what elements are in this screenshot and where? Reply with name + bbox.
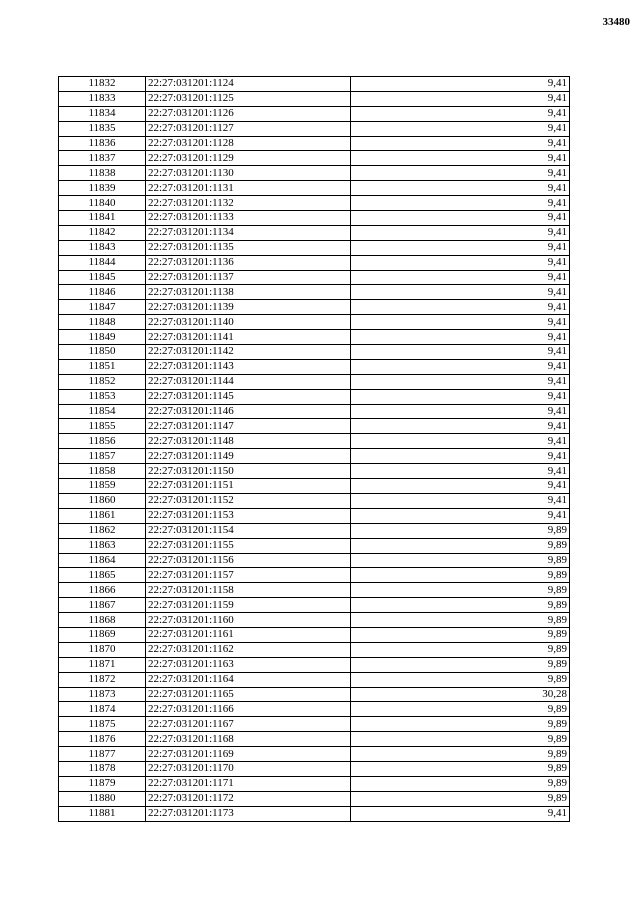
value-cell: 9,41 (351, 181, 570, 196)
row-number-cell: 11859 (59, 479, 146, 494)
cadastral-number-cell: 22:27:031201:1151 (146, 479, 351, 494)
cadastral-number-cell: 22:27:031201:1145 (146, 389, 351, 404)
cadastral-number-cell: 22:27:031201:1149 (146, 449, 351, 464)
row-number-cell: 11871 (59, 657, 146, 672)
cadastral-table (58, 76, 570, 822)
value-cell: 9,41 (351, 479, 570, 494)
row-number-cell: 11834 (59, 106, 146, 121)
cadastral-number-cell: 22:27:031201:1159 (146, 598, 351, 613)
row-number-cell: 11874 (59, 702, 146, 717)
cadastral-number-cell: 22:27:031201:1172 (146, 791, 351, 806)
row-number-cell: 11851 (59, 359, 146, 374)
row-number-cell: 11879 (59, 776, 146, 791)
value-cell: 9,41 (351, 493, 570, 508)
cadastral-number-cell: 22:27:031201:1126 (146, 106, 351, 121)
table-row (59, 77, 570, 92)
row-number-cell: 11839 (59, 181, 146, 196)
table-row (59, 508, 570, 523)
value-cell: 9,89 (351, 538, 570, 553)
cadastral-number-cell: 22:27:031201:1143 (146, 359, 351, 374)
table-row (59, 717, 570, 732)
value-cell: 9,89 (351, 747, 570, 762)
row-number-cell: 11854 (59, 404, 146, 419)
value-cell: 9,41 (351, 136, 570, 151)
cadastral-number-cell: 22:27:031201:1132 (146, 196, 351, 211)
table-row (59, 91, 570, 106)
page-number: 33480 (602, 16, 630, 28)
value-cell: 9,89 (351, 568, 570, 583)
row-number-cell: 11841 (59, 211, 146, 226)
table-row (59, 613, 570, 628)
value-cell: 9,41 (351, 121, 570, 136)
row-number-cell: 11860 (59, 493, 146, 508)
row-number-cell: 11876 (59, 732, 146, 747)
value-cell: 9,89 (351, 583, 570, 598)
table-row (59, 196, 570, 211)
cadastral-number-cell: 22:27:031201:1160 (146, 613, 351, 628)
value-cell: 9,41 (351, 240, 570, 255)
row-number-cell: 11849 (59, 330, 146, 345)
cadastral-number-cell: 22:27:031201:1155 (146, 538, 351, 553)
table-body (59, 77, 570, 822)
cadastral-number-cell: 22:27:031201:1124 (146, 77, 351, 92)
value-cell: 9,41 (351, 91, 570, 106)
table-row (59, 687, 570, 702)
value-cell: 9,89 (351, 672, 570, 687)
table-row (59, 642, 570, 657)
table-row (59, 136, 570, 151)
table-row (59, 672, 570, 687)
row-number-cell: 11868 (59, 613, 146, 628)
cadastral-number-cell: 22:27:031201:1167 (146, 717, 351, 732)
row-number-cell: 11832 (59, 77, 146, 92)
row-number-cell: 11858 (59, 464, 146, 479)
value-cell: 9,41 (351, 449, 570, 464)
value-cell: 9,89 (351, 761, 570, 776)
table-row (59, 240, 570, 255)
cadastral-number-cell: 22:27:031201:1165 (146, 687, 351, 702)
cadastral-number-cell: 22:27:031201:1150 (146, 464, 351, 479)
row-number-cell: 11869 (59, 627, 146, 642)
table-row (59, 374, 570, 389)
cadastral-number-cell: 22:27:031201:1125 (146, 91, 351, 106)
cadastral-number-cell: 22:27:031201:1131 (146, 181, 351, 196)
value-cell: 9,89 (351, 553, 570, 568)
table-row (59, 330, 570, 345)
row-number-cell: 11881 (59, 806, 146, 821)
table-row (59, 464, 570, 479)
cadastral-number-cell: 22:27:031201:1164 (146, 672, 351, 687)
cadastral-number-cell: 22:27:031201:1134 (146, 225, 351, 240)
value-cell: 9,41 (351, 285, 570, 300)
row-number-cell: 11838 (59, 166, 146, 181)
value-cell: 9,41 (351, 464, 570, 479)
table-row (59, 285, 570, 300)
table-row (59, 404, 570, 419)
cadastral-number-cell: 22:27:031201:1142 (146, 345, 351, 360)
cadastral-number-cell: 22:27:031201:1161 (146, 627, 351, 642)
cadastral-number-cell: 22:27:031201:1157 (146, 568, 351, 583)
cadastral-number-cell: 22:27:031201:1168 (146, 732, 351, 747)
table-row (59, 315, 570, 330)
cadastral-number-cell: 22:27:031201:1135 (146, 240, 351, 255)
table-row (59, 523, 570, 538)
table-row (59, 181, 570, 196)
value-cell: 9,41 (351, 345, 570, 360)
cadastral-number-cell: 22:27:031201:1156 (146, 553, 351, 568)
value-cell: 9,41 (351, 330, 570, 345)
cadastral-number-cell: 22:27:031201:1153 (146, 508, 351, 523)
value-cell: 9,41 (351, 151, 570, 166)
cadastral-number-cell: 22:27:031201:1162 (146, 642, 351, 657)
cadastral-number-cell: 22:27:031201:1170 (146, 761, 351, 776)
value-cell: 9,89 (351, 613, 570, 628)
row-number-cell: 11848 (59, 315, 146, 330)
table-row (59, 479, 570, 494)
value-cell: 9,41 (351, 300, 570, 315)
table-row (59, 791, 570, 806)
cadastral-number-cell: 22:27:031201:1127 (146, 121, 351, 136)
row-number-cell: 11847 (59, 300, 146, 315)
row-number-cell: 11846 (59, 285, 146, 300)
table-row (59, 776, 570, 791)
value-cell: 9,41 (351, 434, 570, 449)
cadastral-number-cell: 22:27:031201:1148 (146, 434, 351, 449)
table-row (59, 702, 570, 717)
table-row (59, 225, 570, 240)
row-number-cell: 11842 (59, 225, 146, 240)
value-cell: 9,41 (351, 106, 570, 121)
table-row (59, 434, 570, 449)
table-row (59, 106, 570, 121)
value-cell: 9,41 (351, 806, 570, 821)
value-cell: 9,89 (351, 791, 570, 806)
cadastral-number-cell: 22:27:031201:1146 (146, 404, 351, 419)
cadastral-number-cell: 22:27:031201:1158 (146, 583, 351, 598)
cadastral-number-cell: 22:27:031201:1128 (146, 136, 351, 151)
row-number-cell: 11863 (59, 538, 146, 553)
row-number-cell: 11835 (59, 121, 146, 136)
value-cell: 9,89 (351, 776, 570, 791)
row-number-cell: 11870 (59, 642, 146, 657)
cadastral-number-cell: 22:27:031201:1129 (146, 151, 351, 166)
value-cell: 9,41 (351, 77, 570, 92)
row-number-cell: 11867 (59, 598, 146, 613)
table-row (59, 761, 570, 776)
cadastral-number-cell: 22:27:031201:1137 (146, 270, 351, 285)
value-cell: 9,41 (351, 389, 570, 404)
table-row (59, 538, 570, 553)
row-number-cell: 11844 (59, 255, 146, 270)
cadastral-number-cell: 22:27:031201:1139 (146, 300, 351, 315)
table-row (59, 211, 570, 226)
value-cell: 9,41 (351, 404, 570, 419)
table-row (59, 449, 570, 464)
row-number-cell: 11840 (59, 196, 146, 211)
row-number-cell: 11845 (59, 270, 146, 285)
table-row (59, 657, 570, 672)
cadastral-number-cell: 22:27:031201:1138 (146, 285, 351, 300)
cadastral-number-cell: 22:27:031201:1152 (146, 493, 351, 508)
row-number-cell: 11852 (59, 374, 146, 389)
table-row (59, 568, 570, 583)
cadastral-number-cell: 22:27:031201:1147 (146, 419, 351, 434)
value-cell: 9,89 (351, 523, 570, 538)
table-row (59, 359, 570, 374)
table-row (59, 747, 570, 762)
value-cell: 9,41 (351, 211, 570, 226)
row-number-cell: 11857 (59, 449, 146, 464)
table-row (59, 151, 570, 166)
value-cell: 9,89 (351, 702, 570, 717)
value-cell: 9,89 (351, 717, 570, 732)
cadastral-number-cell: 22:27:031201:1163 (146, 657, 351, 672)
table-row (59, 121, 570, 136)
row-number-cell: 11866 (59, 583, 146, 598)
table-row (59, 553, 570, 568)
row-number-cell: 11837 (59, 151, 146, 166)
table-row (59, 598, 570, 613)
cadastral-number-cell: 22:27:031201:1133 (146, 211, 351, 226)
row-number-cell: 11850 (59, 345, 146, 360)
row-number-cell: 11875 (59, 717, 146, 732)
value-cell: 9,89 (351, 732, 570, 747)
value-cell: 9,89 (351, 657, 570, 672)
value-cell: 9,41 (351, 225, 570, 240)
value-cell: 9,41 (351, 255, 570, 270)
value-cell: 9,41 (351, 270, 570, 285)
cadastral-number-cell: 22:27:031201:1140 (146, 315, 351, 330)
row-number-cell: 11856 (59, 434, 146, 449)
table-row (59, 732, 570, 747)
row-number-cell: 11864 (59, 553, 146, 568)
row-number-cell: 11861 (59, 508, 146, 523)
cadastral-number-cell: 22:27:031201:1154 (146, 523, 351, 538)
value-cell: 9,41 (351, 419, 570, 434)
value-cell: 9,89 (351, 627, 570, 642)
value-cell: 9,41 (351, 508, 570, 523)
value-cell: 9,89 (351, 598, 570, 613)
cadastral-number-cell: 22:27:031201:1173 (146, 806, 351, 821)
cadastral-number-cell: 22:27:031201:1130 (146, 166, 351, 181)
value-cell: 9,41 (351, 166, 570, 181)
cadastral-number-cell: 22:27:031201:1141 (146, 330, 351, 345)
cadastral-number-cell: 22:27:031201:1169 (146, 747, 351, 762)
row-number-cell: 11865 (59, 568, 146, 583)
value-cell: 9,41 (351, 374, 570, 389)
cadastral-number-cell: 22:27:031201:1171 (146, 776, 351, 791)
cadastral-number-cell: 22:27:031201:1144 (146, 374, 351, 389)
table-row (59, 493, 570, 508)
table-row (59, 389, 570, 404)
value-cell: 9,41 (351, 315, 570, 330)
row-number-cell: 11833 (59, 91, 146, 106)
cadastral-number-cell: 22:27:031201:1136 (146, 255, 351, 270)
row-number-cell: 11853 (59, 389, 146, 404)
table-row (59, 419, 570, 434)
row-number-cell: 11878 (59, 761, 146, 776)
row-number-cell: 11880 (59, 791, 146, 806)
value-cell: 9,41 (351, 196, 570, 211)
table-row (59, 806, 570, 821)
value-cell: 30,28 (351, 687, 570, 702)
value-cell: 9,41 (351, 359, 570, 374)
row-number-cell: 11877 (59, 747, 146, 762)
row-number-cell: 11855 (59, 419, 146, 434)
value-cell: 9,89 (351, 642, 570, 657)
table-row (59, 300, 570, 315)
table-row (59, 270, 570, 285)
cadastral-number-cell: 22:27:031201:1166 (146, 702, 351, 717)
table-row (59, 255, 570, 270)
table-row (59, 166, 570, 181)
table-row (59, 583, 570, 598)
row-number-cell: 11872 (59, 672, 146, 687)
row-number-cell: 11843 (59, 240, 146, 255)
row-number-cell: 11836 (59, 136, 146, 151)
row-number-cell: 11862 (59, 523, 146, 538)
table-row (59, 345, 570, 360)
table-row (59, 627, 570, 642)
row-number-cell: 11873 (59, 687, 146, 702)
